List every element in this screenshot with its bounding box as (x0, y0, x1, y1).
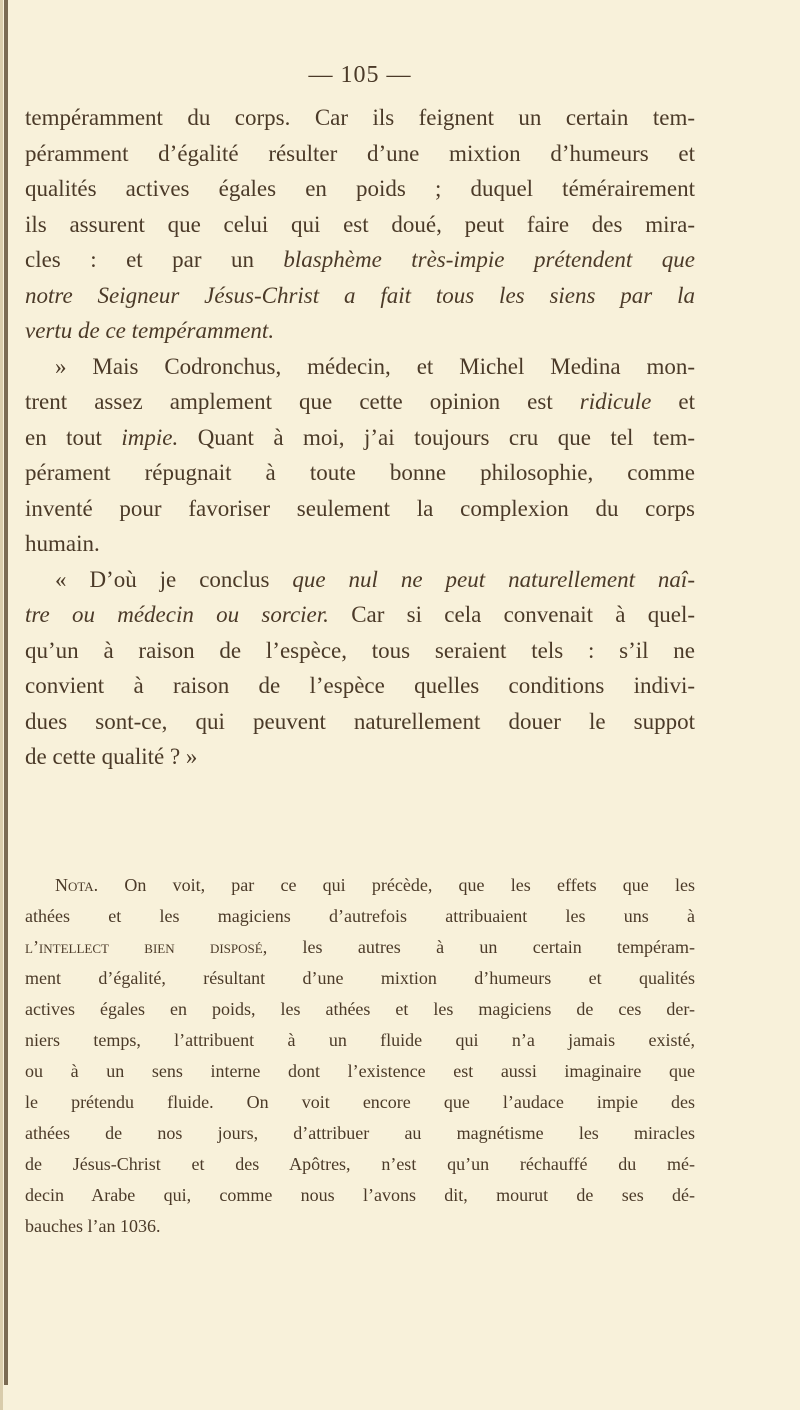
text-segment: actives égales en poids, les athées et les magiciens de ces der- (25, 999, 695, 1019)
italic-text: blasphème très-impie prétendent que (283, 247, 695, 272)
text-segment: athées de nos jours, d’attribuer au magnétisme les miracles (25, 1123, 695, 1143)
text-segment: péramment d’égalité résulter d’une mixtion d’humeurs et (25, 140, 695, 166)
main-line (25, 242, 695, 278)
footnote-line (25, 1056, 695, 1087)
italic-text: ridicule (579, 389, 652, 414)
text-segment: et (651, 389, 695, 414)
page-edge (0, 0, 3, 1410)
footnote-line (25, 901, 695, 932)
main-line (25, 313, 695, 349)
text-segment: le prétendu fluide. On voit encore que l’audace impie des (25, 1092, 695, 1112)
footnote-line (25, 963, 695, 994)
main-line (25, 100, 695, 136)
text-segment: On voit, par ce qui précède, que les effets que les (98, 875, 695, 895)
text-segment: « D’où je conclus (55, 566, 293, 592)
italic-text: vertu de ce tempéramment. (25, 318, 275, 343)
text-segment: » Mais Codronchus, médecin, et Michel Medina mon- (55, 353, 695, 379)
italic-text: que nul ne peut naturellement naî- (292, 566, 695, 592)
main-line (25, 278, 695, 314)
footnote-line (25, 1180, 695, 1211)
text-segment: ou à un sens interne dont l’existence est aussi imaginaire que (25, 1061, 695, 1081)
italic-text: impie. (121, 424, 179, 450)
text-segment: dues sont-ce, qui peuvent naturellement douer le suppot (25, 708, 695, 734)
footnote-line (25, 870, 695, 901)
main-line (25, 668, 695, 704)
text-segment: cles : et par un (25, 247, 284, 272)
text-segment: de Jésus-Christ et des Apôtres, n’est qu’un réchauffé du mé- (25, 1154, 695, 1174)
text-segment: ment d’égalité, résultant d’une mixtion d’humeurs et qualités (25, 968, 695, 988)
footnote-line (25, 1025, 695, 1056)
italic-text: tre ou médecin ou sorcier. (25, 602, 329, 627)
main-line (25, 526, 695, 562)
footnote-line (25, 1118, 695, 1149)
text-segment: qualités actives égales en poids ; duquel témérairement (25, 176, 695, 201)
footnote-line (25, 1087, 695, 1118)
main-line (25, 739, 695, 775)
italic-text: notre Seigneur Jésus-Christ a fait tous les siens par la (25, 282, 695, 308)
text-segment: trent assez amplement que cette opinion est (25, 389, 580, 414)
main-line (25, 349, 695, 385)
main-line (25, 491, 695, 527)
text-segment: ils assurent que celui qui est doué, peut faire des mira- (25, 211, 695, 237)
text-segment: decin Arabe qui, comme nous l’avons dit, mourut de ses dé- (25, 1185, 695, 1205)
binding-shadow (4, 0, 8, 1385)
footnote-line (25, 1149, 695, 1180)
text-segment: inventé pour favoriser seulement la complexion du corps (25, 495, 695, 521)
text-segment: qu’un à raison de l’espèce, tous seraient tels : s’il ne (25, 637, 695, 663)
main-line (25, 562, 695, 598)
text-segment: en tout (25, 424, 122, 450)
footnote-line (25, 994, 695, 1025)
main-line (25, 384, 695, 420)
main-line (25, 633, 695, 669)
text-segment: niers temps, l’attribuent à un fluide qui n’a jamais existé, (25, 1030, 695, 1050)
text-segment: Car si cela convenait à quel- (328, 602, 695, 627)
text-segment: pérament répugnait à toute bonne philosophie, comme (25, 460, 695, 485)
text-segment: tempéramment du corps. Car ils feignent un certain tem- (25, 105, 695, 130)
main-line (25, 207, 695, 243)
main-line (25, 704, 695, 740)
small-caps-text: Nota. (55, 875, 99, 895)
text-segment: bauches l’an 1036. (25, 1216, 161, 1236)
text-segment: athées et les magiciens d’autrefois attribuaient les uns à (25, 906, 695, 926)
main-line (25, 420, 695, 456)
main-line (25, 171, 695, 207)
main-line (25, 597, 695, 633)
footnote-line (25, 932, 695, 963)
main-text (25, 100, 695, 775)
text-segment: , les autres à un certain tempéram- (262, 937, 695, 957)
page-number: — 105 — (308, 62, 412, 88)
footnote (25, 870, 695, 1242)
text-segment: de cette qualité ? » (25, 744, 198, 769)
text-segment: Quant à moi, j’ai toujours cru que tel tem- (178, 424, 695, 450)
main-line (25, 136, 695, 172)
main-line (25, 455, 695, 491)
text-segment: convient à raison de l’espèce quelles conditions indivi- (25, 673, 695, 698)
text-segment: humain. (25, 531, 100, 556)
footnote-line (25, 1211, 695, 1242)
small-caps-text: l’intellect bien disposé (25, 937, 263, 957)
